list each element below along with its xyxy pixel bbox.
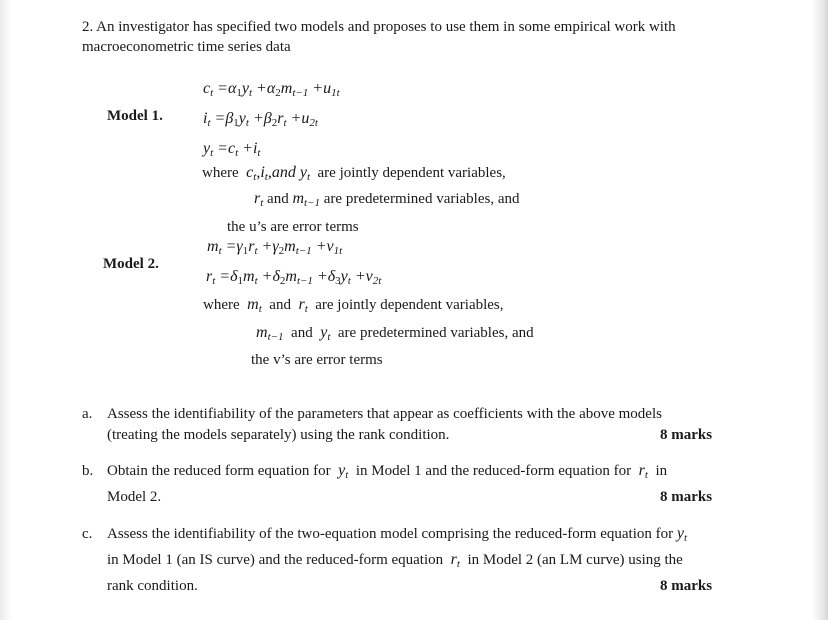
model-1-equation-3: $y_t =c_t +i_t$ [203, 140, 261, 159]
question-b-line-2: Model 2. [107, 489, 162, 505]
question-c-line-3: rank condition. [107, 578, 198, 594]
model-2-error-terms: the v’s are error terms [251, 352, 383, 368]
model-2-equation-2: $r_t =\delta_1m_t +\delta_2m_{t-1} +\delta_3y_t +v_{2t}$ [206, 268, 382, 287]
question-a-letter: a. [82, 406, 93, 422]
question-c-letter: c. [82, 526, 93, 542]
model-2-where-2: $m_{t-1}$ and $y_t$ are predetermined variables, and [256, 324, 534, 343]
model-1-where-1: where $c_t,i_t,and$ $y_t$ are jointly dependent variables, [202, 164, 506, 183]
intro-line-1: 2. An investigator has specified two models and proposes to use them in some empirical work with [82, 19, 676, 35]
model-2-where-1: where $m_t$ and $r_t$ are jointly dependent variables, [203, 296, 504, 315]
model-1-error-terms: the u’s are error terms [227, 219, 359, 235]
page-left-shadow [0, 0, 12, 620]
question-b-line-1: Obtain the reduced form equation for $y_t$ in Model 1 and the reduced-form equation for $r_t$ in [107, 462, 668, 481]
question-c-line-2: in Model 1 (an IS curve) and the reduced-form equation $r_t$ in Model 2 (an LM curve) using the [107, 551, 683, 570]
model-1-equation-2: $i_t =\beta_1y_t +\beta_2r_t +u_{2t}$ [203, 110, 318, 129]
page-right-shadow [812, 0, 828, 620]
question-a-line-2: (treating the models separately) using the rank condition. [107, 427, 450, 443]
question-c-marks: 8 marks [660, 578, 713, 594]
model-1-equation-1: $c_t =\alpha_1y_t +\alpha_2m_{t-1} +u_{1t}$ [203, 80, 340, 99]
intro-line-2: macroeconometric time series data [82, 39, 291, 55]
model-1-label: Model 1. [107, 108, 163, 124]
model-2-label: Model 2. [103, 256, 159, 272]
question-a-line-1: Assess the identifiability of the parameters that appear as coefficients with the above models [107, 406, 662, 422]
question-b-letter: b. [82, 463, 94, 479]
question-b-marks: 8 marks [660, 489, 713, 505]
question-c-line-1: Assess the identifiability of the two-equation model comprising the reduced-form equation for $y_t$ [107, 525, 688, 544]
model-1-where-2: $r_t$ and $m_{t-1}$ are predetermined variables, and [254, 190, 520, 209]
question-a-marks: 8 marks [660, 427, 713, 443]
model-2-equation-1: $m_t =\gamma_1r_t +\gamma_2m_{t-1} +v_{1t}$ [207, 238, 343, 257]
